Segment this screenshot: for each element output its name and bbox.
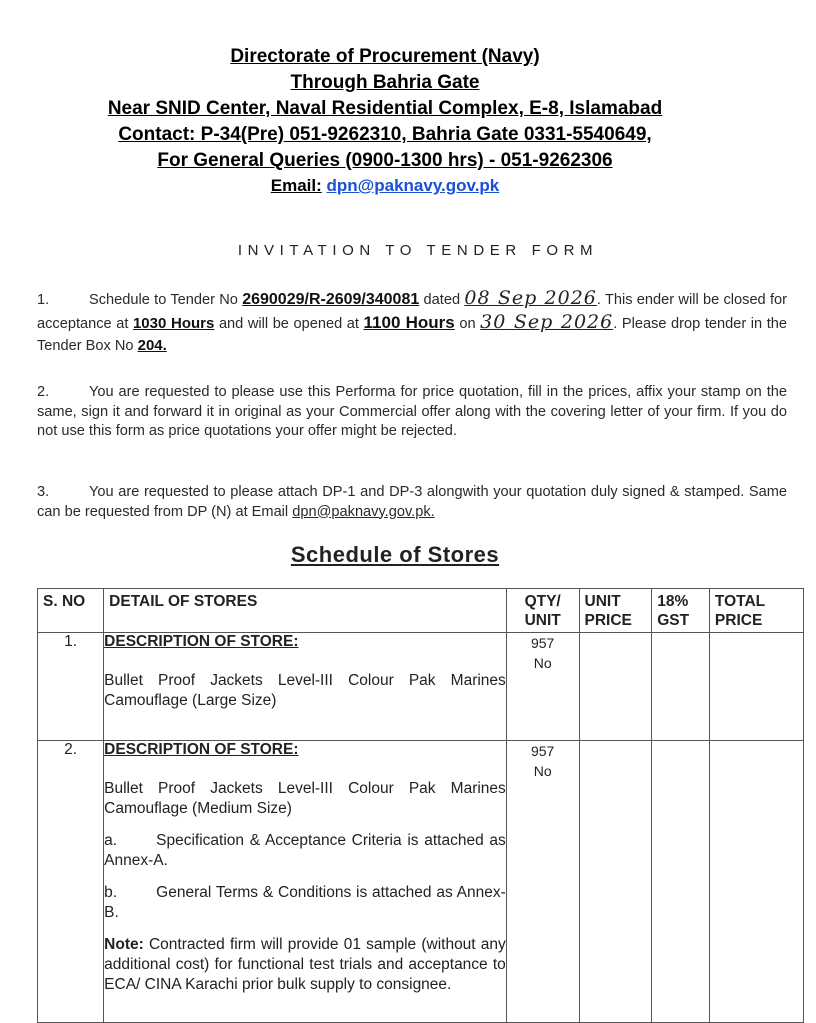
- row-2-qty-value: 957: [530, 743, 555, 759]
- row-1-qty: [506, 633, 579, 741]
- row-2-item-b-label: b.: [104, 884, 118, 901]
- tender-date: 08 Sep 2026: [464, 287, 597, 309]
- row-2-note-text: Contracted firm will provide 01 sample (without any additional cost) for functional test trials and acceptance to ECA/ CINA Karachi prior bulk supply to consignee.: [104, 936, 506, 993]
- row-1-heading: DESCRIPTION OF STORE:: [104, 633, 299, 650]
- opening-time: 1100 Hours: [363, 313, 455, 332]
- paragraph-3-number: 3.: [37, 484, 50, 500]
- row-2-sno: 2.: [38, 741, 104, 1023]
- header-contact: Contact: P-34(Pre) 051-9262310, Bahria Gate 0331-5540649,: [118, 124, 652, 145]
- header-detail: DETAIL OF STORES: [104, 589, 507, 633]
- p1-text-c: . This ender will be closed for acceptance at: [37, 292, 787, 332]
- header-total-price: TOTAL PRICE: [709, 589, 803, 633]
- paragraph-1-number: 1.: [37, 292, 50, 308]
- row-1-gst[interactable]: [652, 633, 710, 741]
- email-link[interactable]: dpn@paknavy.gov.pk: [326, 176, 500, 195]
- row-1-description: Bullet Proof Jackets Level-III Colour Pak Marines Camouflage (Large Size): [104, 672, 506, 709]
- tender-number: 2690029/R-2609/340081: [242, 291, 420, 308]
- opening-date: 30 Sep 2026: [480, 311, 614, 333]
- p1-text-e: on: [459, 316, 476, 332]
- p1-text-a: Schedule to Tender No: [89, 292, 238, 308]
- row-2-item-a: [104, 831, 506, 871]
- paragraph-2-number: 2.: [37, 384, 50, 400]
- row-2-item-a-text: Specification & Acceptance Criteria is attached as Annex-A.: [104, 832, 506, 869]
- header-sno: S. NO: [38, 589, 104, 633]
- header-org-name: Directorate of Procurement (Navy): [230, 46, 540, 67]
- header-gst: 18% GST: [652, 589, 710, 633]
- table-row: [38, 741, 804, 1023]
- header-address: Near SNID Center, Naval Residential Complex, E-8, Islamabad: [107, 98, 663, 119]
- header-unit-price: UNIT PRICE: [579, 589, 652, 633]
- row-2-heading: DESCRIPTION OF STORE:: [104, 741, 299, 758]
- row-2-item-b: [104, 883, 506, 923]
- header-qty: QTY/ UNIT: [506, 589, 579, 633]
- row-1-unit-price[interactable]: [579, 633, 652, 741]
- row-2-unit-price[interactable]: [579, 741, 652, 1023]
- row-2-gst[interactable]: [652, 741, 710, 1023]
- p1-text-d: and will be opened at: [218, 316, 359, 332]
- paragraph-2-text: You are requested to please use this Performa for price quotation, fill in the prices, affix your stamp on the same, sign it and forward it in original as your Commercial offer along with the covering letter of your firm. If you do not use this form as price quotations your offer might be rejected.: [37, 384, 787, 439]
- schedule-table: [37, 588, 804, 1023]
- row-1-qty-value: 957: [530, 635, 555, 651]
- p1-text-b: dated: [423, 292, 461, 308]
- closing-time: 1030 Hours: [132, 315, 215, 332]
- row-1-sno: 1.: [38, 633, 104, 741]
- table-row: [38, 633, 804, 741]
- paragraph-1: [37, 287, 787, 357]
- row-2-note-label: Note:: [104, 936, 144, 953]
- header-email-line: [0, 176, 770, 196]
- row-1-unit: No: [533, 655, 552, 671]
- paragraph-3-email[interactable]: dpn@paknavy.gov.pk.: [292, 503, 435, 520]
- row-2-note: [104, 935, 506, 995]
- paragraph-3: [37, 483, 787, 522]
- row-2-detail: [104, 741, 507, 1023]
- row-1-detail: [104, 633, 507, 741]
- email-label: Email:: [270, 176, 322, 195]
- row-2-qty: [506, 741, 579, 1023]
- paragraph-2: [37, 383, 787, 442]
- p1-text-f: . Please drop tender in the Tender Box No: [37, 316, 787, 354]
- row-2-item-a-label: a.: [104, 832, 118, 849]
- row-2-unit: No: [533, 763, 552, 779]
- row-2-total-price[interactable]: [709, 741, 803, 1023]
- row-1-total-price[interactable]: [709, 633, 803, 741]
- paragraph-3-text: You are requested to please attach DP-1 and DP-3 alongwith your quotation duly signed & stamped. Same can be requested from DP (N) at Email: [37, 484, 787, 520]
- row-2-item-b-text: General Terms & Conditions is attached as Annex-B.: [104, 884, 506, 921]
- header-gate: Through Bahria Gate: [290, 72, 480, 93]
- tender-box-number: 204.: [137, 337, 167, 354]
- schedule-title: Schedule of Stores: [290, 542, 500, 567]
- header-queries: For General Queries (0900-1300 hrs) - 051-9262306: [157, 150, 613, 171]
- table-header-row: [38, 589, 804, 633]
- form-title: INVITATION TO TENDER FORM: [237, 242, 599, 259]
- row-2-description: Bullet Proof Jackets Level-III Colour Pak Marines Camouflage (Medium Size): [104, 780, 506, 817]
